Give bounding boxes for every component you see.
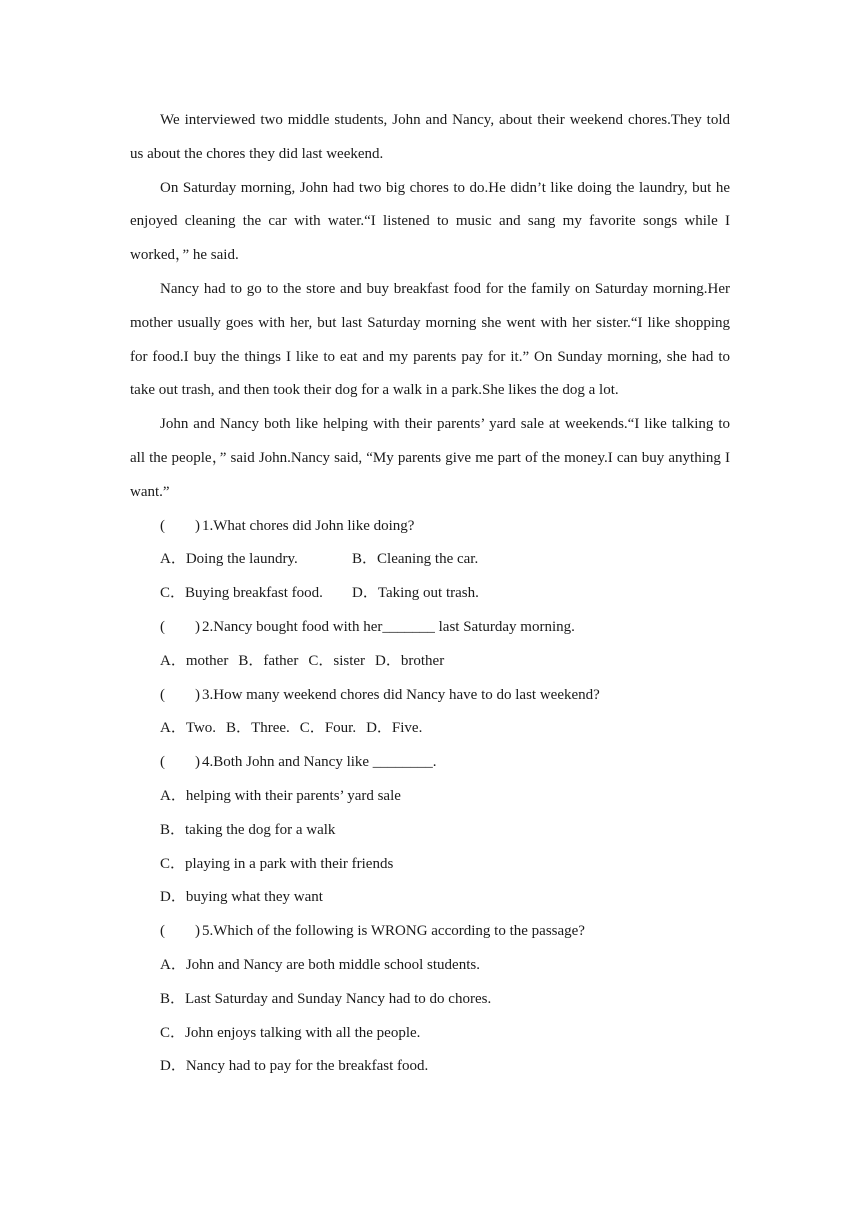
question-2 [130,611,730,645]
option-c[interactable]: C．sister [308,652,366,669]
option-b[interactable]: B．Three. [226,720,290,737]
option-a[interactable]: A．mother [160,652,229,669]
question-3-options [130,712,730,746]
answer-blank[interactable]: ( ) [160,618,200,635]
option-d[interactable]: D．Taking out trash. [352,585,479,602]
passage-paragraph: On Saturday morning, John had two big chores to do.He didn’t like doing the laundry, but he enjoyed cleaning the car with water.“I listened to music and sang my favorite songs while I worked，” he said. [130,179,730,264]
question-text: 3.How many weekend chores did Nancy have to do last weekend? [202,686,600,703]
option-a[interactable]: A．John and Nancy are both middle school students. [160,956,480,973]
question-text: 5.Which of the following is WRONG according to the passage? [202,923,585,940]
question-text: 1.What chores did John like doing? [202,517,415,534]
option-c[interactable]: C．John enjoys talking with all the people. [160,1024,421,1041]
answer-blank[interactable]: ( ) [160,923,200,940]
option-b[interactable]: B．Last Saturday and Sunday Nancy had to do chores. [160,990,492,1007]
passage-paragraph: Nancy had to go to the store and buy breakfast food for the family on Saturday morning.Her mother usually goes with her, but last Saturday morning she went with her sister.“I like shopping for food.I buy the things I like to eat and my parents pay for it.” On Sunday morning, she had to take out trash, and then took their dog for a walk in a park.She likes the dog a lot. [130,280,730,399]
option-c[interactable]: C．Four. [299,720,357,737]
question-text: 4.Both John and Nancy like ________. [202,754,437,771]
question-1 [130,510,730,544]
question-5 [130,915,730,949]
question-3 [130,679,730,713]
question-text: 2.Nancy bought food with her_______ last Saturday morning. [202,618,575,635]
answer-blank[interactable]: ( ) [160,517,200,534]
question-1-options-row-2 [130,577,730,611]
option-b[interactable]: B．father [238,652,299,669]
question-1-options-row-1 [130,543,730,577]
question-2-options [130,645,730,679]
option-d[interactable]: D．buying what they want [160,889,323,906]
option-c[interactable]: C．Buying breakfast food. [160,585,323,602]
option-d[interactable]: D．Nancy had to pay for the breakfast food. [160,1058,429,1075]
document-page [130,104,730,1084]
passage-paragraph: John and Nancy both like helping with their parents’ yard sale at weekends.“I like talking to all the people，” said John.Nancy said, “My parents give me part of the money.I can buy anything I want.” [130,416,730,500]
answer-blank[interactable]: ( ) [160,754,200,771]
option-d[interactable]: D．brother [375,652,445,669]
question-4 [130,746,730,780]
option-c[interactable]: C．playing in a park with their friends [160,855,394,872]
option-b[interactable]: B．Cleaning the car. [352,551,479,568]
passage-paragraph: We interviewed two middle students, John and Nancy, about their weekend chores.They told us about the chores they did last weekend. [130,112,730,162]
option-a[interactable]: A．Two. [160,720,217,737]
option-a[interactable]: A．helping with their parents’ yard sale [160,787,401,804]
option-d[interactable]: D．Five. [366,720,423,737]
option-b[interactable]: B．taking the dog for a walk [160,821,336,838]
answer-blank[interactable]: ( ) [160,686,200,703]
option-a[interactable]: A．Doing the laundry. [160,551,298,568]
